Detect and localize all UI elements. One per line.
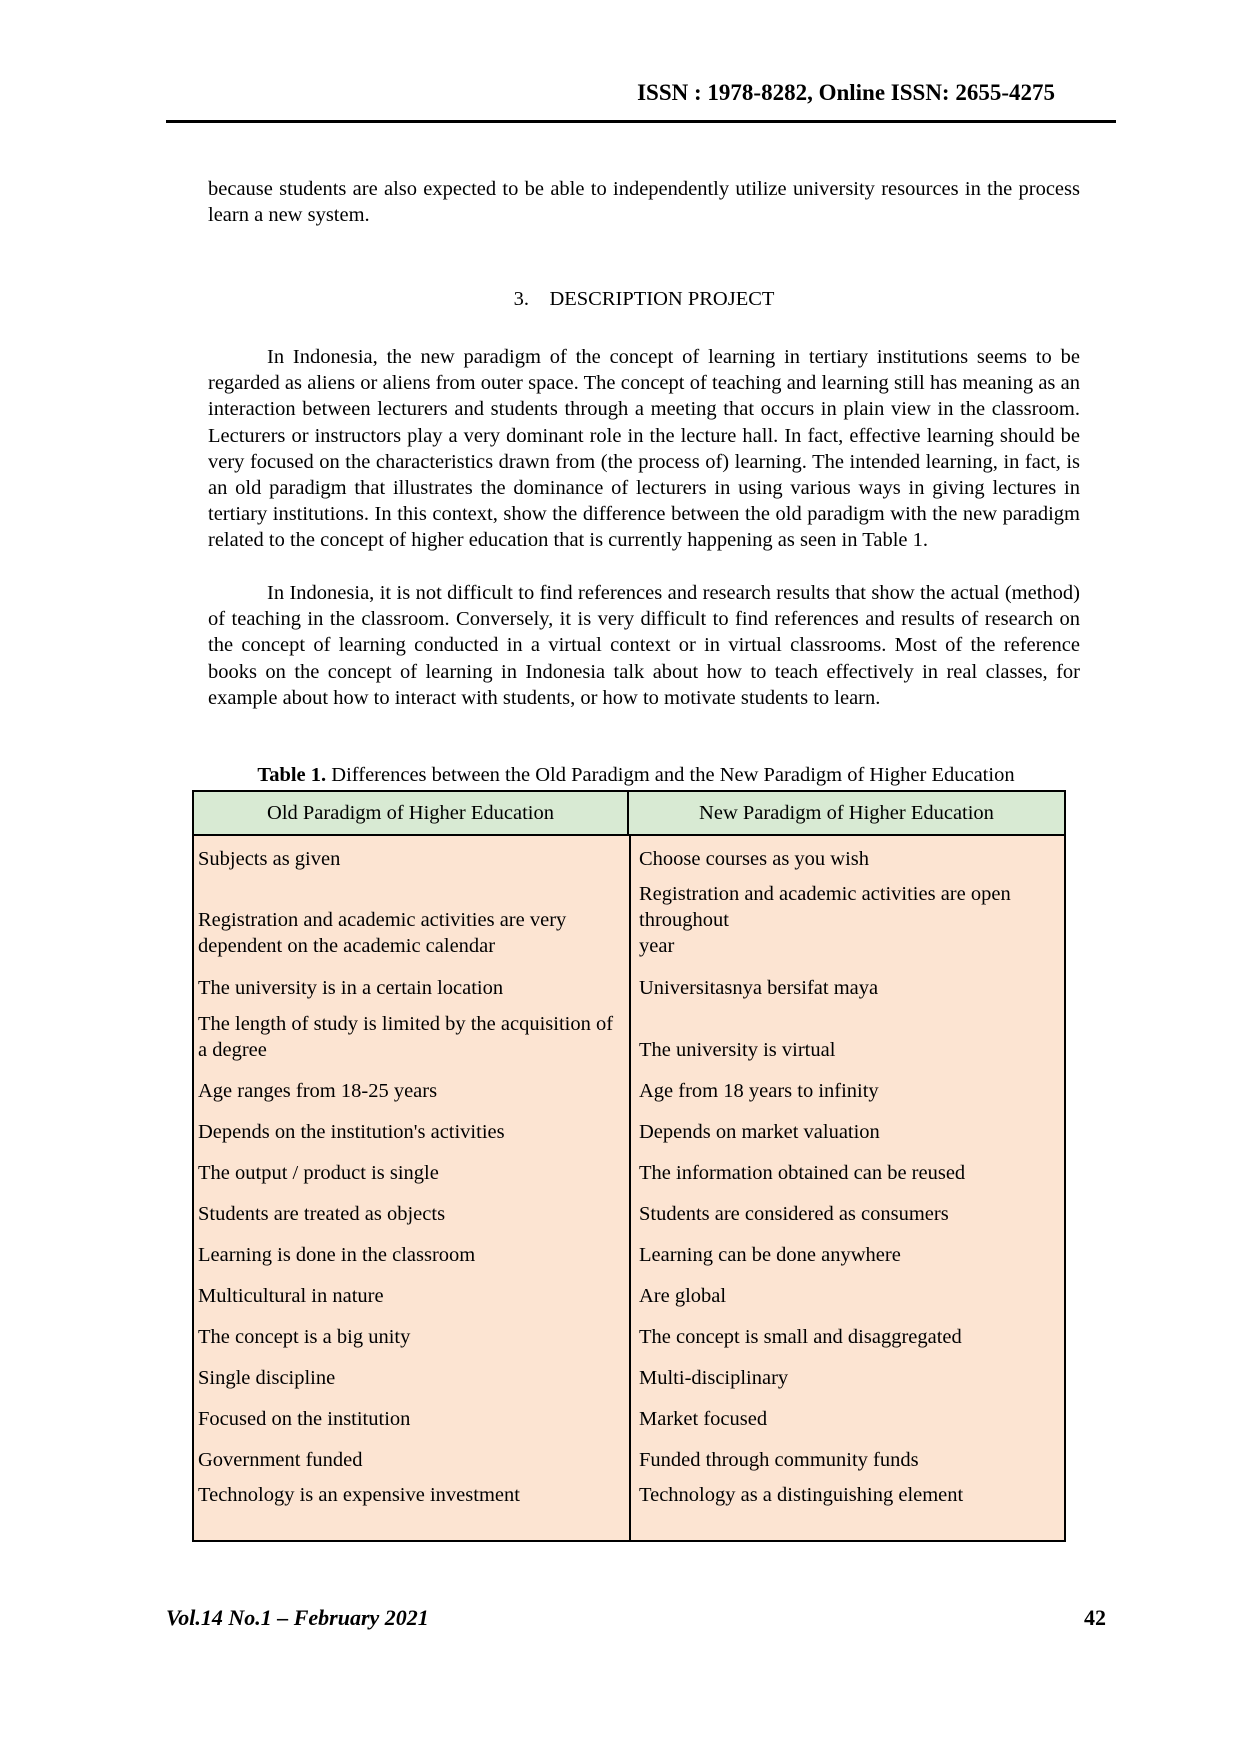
table-cell-new: The university is virtual [639,1039,836,1061]
table-caption [192,764,1080,787]
table-cell-new: Technology as a distinguishing element [639,1484,964,1506]
body-paragraph-1: In Indonesia, the new paradigm of the concept of learning in tertiary institutions seems to be regarded as aliens or aliens from outer space. The concept of teaching and learning still has meaning as an interaction between lecturers and students through a meeting that occurs in plain view in the classroom. Lecturers or instructors play a very dominant role in the lecture hall. In fact, effective learning should be very focused on the characteristics drawn from (the process of) learning. The intended learning, in fact, is an old paradigm that illustrates the dominance of lecturers in using various ways in giving lectures in tertiary institutions. In this context, show the difference between the old paradigm with the new paradigm related to the concept of higher education that is currently happening as seen in Table 1. [208,346,1080,552]
table-body [194,836,1064,1540]
table-column-divider [629,836,631,1540]
table-cell-old: The university is in a certain location [198,977,504,999]
table-header-old-paradigm: Old Paradigm of Higher Education [194,792,629,834]
table-header-row [194,792,1064,836]
table-cell-old: Government funded [198,1449,363,1471]
table-cell-new: Depends on market valuation [639,1121,880,1143]
table-cell-new: Are global [639,1285,727,1307]
table-cell-old: Students are treated as objects [198,1203,446,1225]
header-rule [166,120,1116,123]
table-header-new-paradigm: New Paradigm of Higher Education [699,801,994,824]
table-cell-old: Depends on the institution's activities [198,1121,505,1143]
table-caption-label: Table 1. [257,764,327,786]
footer-volume: Vol.14 No.1 – February 2021 [166,1605,429,1630]
table-cell-new: Multi-disciplinary [639,1367,789,1389]
table-cell-new: Age from 18 years to infinity [639,1080,879,1102]
table-cell-new: Universitasnya bersifat maya [639,977,879,999]
section-heading: 3. DESCRIPTION PROJECT [513,288,775,310]
table-cell-new: Choose courses as you wish [639,848,870,870]
table-cell-old: Learning is done in the classroom [198,1244,476,1266]
table-cell-new: The concept is small and disaggregated [639,1326,962,1348]
paradigm-comparison-table [192,790,1066,1542]
table-cell-new: Students are considered as consumers [639,1203,949,1225]
table-cell-new: Registration and academic activities are open throughout year [639,883,1011,957]
table-caption-text: Differences between the Old Paradigm and the New Paradigm of Higher Education [326,764,1015,786]
continuation-paragraph: because students are also expected to be able to independently utilize university resources in the process learn a new system. [208,178,1080,227]
table-cell-new: The information obtained can be reused [639,1162,966,1184]
table-cell-old: The length of study is limited by the acquisition of a degree [198,1013,614,1061]
table-cell-old: The output / product is single [198,1162,439,1184]
table-cell-new: Funded through community funds [639,1449,919,1471]
table-cell-old: Single discipline [198,1367,336,1389]
table-cell-old: Technology is an expensive investment [198,1484,520,1506]
table-cell-old: Focused on the institution [198,1408,411,1430]
table-cell-old: Multicultural in nature [198,1285,384,1307]
table-cell-old: Age ranges from 18-25 years [198,1080,438,1102]
journal-issn: ISSN : 1978-8282, Online ISSN: 2655-4275 [637,80,1055,105]
table-cell-new: Market focused [639,1408,768,1430]
table-cell-old: Subjects as given [198,848,341,870]
table-cell-old: Registration and academic activities are very dependent on the academic calendar [198,909,567,957]
footer-page-number: 42 [1084,1605,1106,1630]
table-cell-new: Learning can be done anywhere [639,1244,901,1266]
body-paragraph-2: In Indonesia, it is not difficult to find references and research results that show the actual (method) of teaching in the classroom. Conversely, it is very difficult to find references and results of research on the concept of learning conducted in a virtual context or in virtual classrooms. Most of the reference books on the concept of learning in Indonesia talk about how to teach effectively in real classes, for example about how to interact with students, or how to motivate students to learn. [208,582,1080,709]
table-cell-old: The concept is a big unity [198,1326,411,1348]
